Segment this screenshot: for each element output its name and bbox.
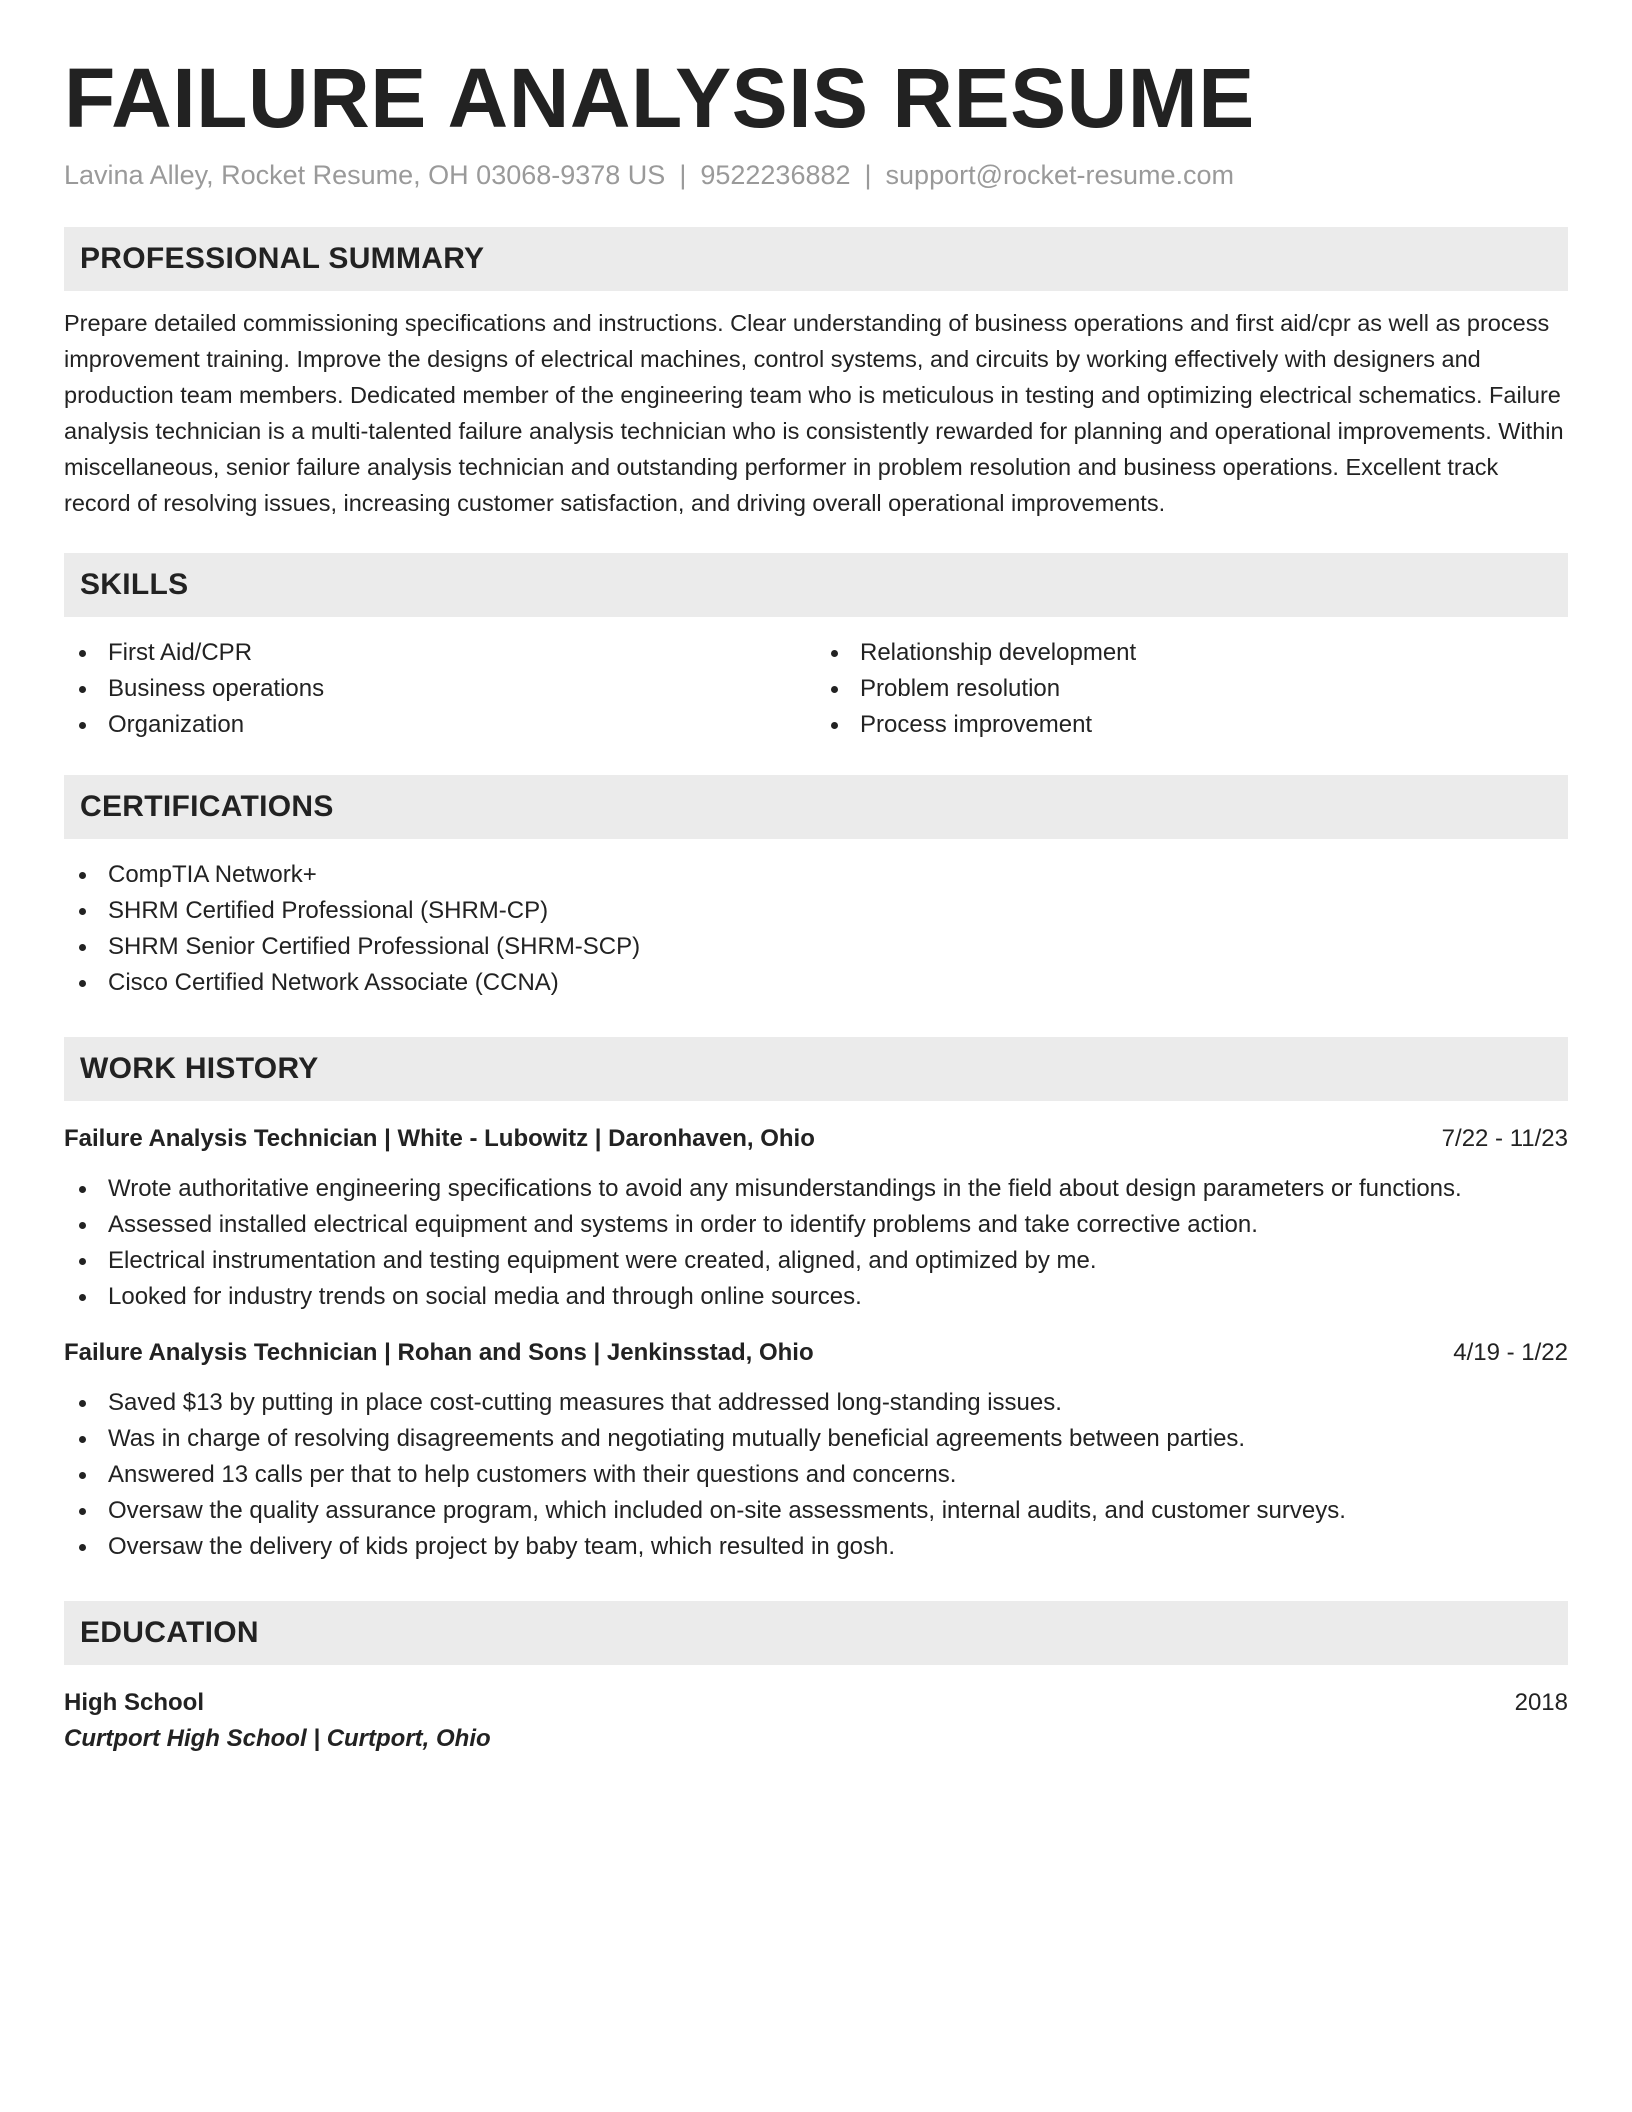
summary-text: Prepare detailed commissioning specifications and instructions. Clear understanding of business operations and first aid/cpr as well as process improvement training. Improve the designs of electrical machines, control systems, and circuits by working effectively with designers and production team members. Dedicated member of the engineering team who is meticulous in testing and optimizing electrical schematics. Failure analysis technician is a multi-talented failure analysis technician who is consistently rewarded for planning and operational improvements. Within miscellaneous, senior failure analysis technician and outstanding performer in problem resolution and business operations. Excellent track record of resolving issues, increasing customer satisfaction, and driving overall operational improvements. <box>64 310 1564 517</box>
skill-item: Problem resolution <box>816 671 1568 707</box>
job-bullet: Wrote authoritative engineering specifications to avoid any misunderstandings in the field about design parameters or functions. <box>64 1171 1568 1207</box>
job-title: Failure Analysis Technician | Rohan and Sons | Jenkinsstad, Ohio <box>64 1339 814 1367</box>
certification-item: SHRM Senior Certified Professional (SHRM-SCP) <box>64 929 1568 965</box>
education-header <box>64 1685 1568 1721</box>
education-degree: High School <box>64 1689 204 1717</box>
skills-column-left <box>64 635 816 743</box>
certification-item: CompTIA Network+ <box>64 857 1568 893</box>
section-heading-summary: PROFESSIONAL SUMMARY <box>64 227 1568 291</box>
job-bullet: Electrical instrumentation and testing equipment were created, aligned, and optimized by me. <box>64 1243 1568 1279</box>
education-year: 2018 <box>1514 1689 1568 1717</box>
job-bullet: Was in charge of resolving disagreements and negotiating mutually beneficial agreements between parties. <box>64 1421 1568 1457</box>
job-dates: 4/19 - 1/22 <box>1453 1339 1568 1367</box>
contact-phone: 9522236882 <box>700 160 851 191</box>
contact-line <box>64 158 1568 193</box>
job-header <box>64 1335 1568 1371</box>
skill-item: Process improvement <box>816 707 1568 743</box>
section-heading-education: EDUCATION <box>64 1601 1568 1665</box>
skills-column-right <box>816 635 1568 743</box>
skills-list <box>64 635 1568 743</box>
job-bullet: Answered 13 calls per that to help customers with their questions and concerns. <box>64 1457 1568 1493</box>
job-entry <box>64 1121 1568 1315</box>
skill-item: First Aid/CPR <box>64 635 816 671</box>
job-spacer <box>64 1315 1568 1335</box>
certification-item: SHRM Certified Professional (SHRM-CP) <box>64 893 1568 929</box>
job-bullet: Oversaw the quality assurance program, which included on-site assessments, internal audits, and customer surveys. <box>64 1493 1568 1529</box>
education-school: Curtport High School | Curtport, Ohio <box>64 1725 491 1753</box>
job-bullet: Saved $13 by putting in place cost-cutting measures that addressed long-standing issues. <box>64 1385 1568 1421</box>
contact-separator: | <box>864 160 872 191</box>
job-bullet: Oversaw the delivery of kids project by baby team, which resulted in gosh. <box>64 1529 1568 1565</box>
job-header <box>64 1121 1568 1157</box>
skill-item: Business operations <box>64 671 816 707</box>
job-dates: 7/22 - 11/23 <box>1441 1125 1568 1153</box>
section-heading-work-history: WORK HISTORY <box>64 1037 1568 1101</box>
job-entry <box>64 1335 1568 1565</box>
certification-item: Cisco Certified Network Associate (CCNA) <box>64 965 1568 1001</box>
job-bullets <box>64 1385 1568 1565</box>
skill-item: Relationship development <box>816 635 1568 671</box>
resume-title: FAILURE ANALYSIS RESUME <box>64 51 1255 145</box>
contact-separator: | <box>679 160 687 191</box>
job-bullet: Looked for industry trends on social media and through online sources. <box>64 1279 1568 1315</box>
contact-email: support@rocket-resume.com <box>885 160 1235 191</box>
section-heading-certifications: CERTIFICATIONS <box>64 775 1568 839</box>
certifications-list <box>64 857 1568 1001</box>
skill-item: Organization <box>64 707 816 743</box>
section-heading-skills: SKILLS <box>64 553 1568 617</box>
job-bullets <box>64 1171 1568 1315</box>
job-bullet: Assessed installed electrical equipment and systems in order to identify problems and take corrective action. <box>64 1207 1568 1243</box>
contact-address: Lavina Alley, Rocket Resume, OH 03068-9378 US <box>64 160 666 191</box>
job-title: Failure Analysis Technician | White - Lubowitz | Daronhaven, Ohio <box>64 1125 815 1153</box>
